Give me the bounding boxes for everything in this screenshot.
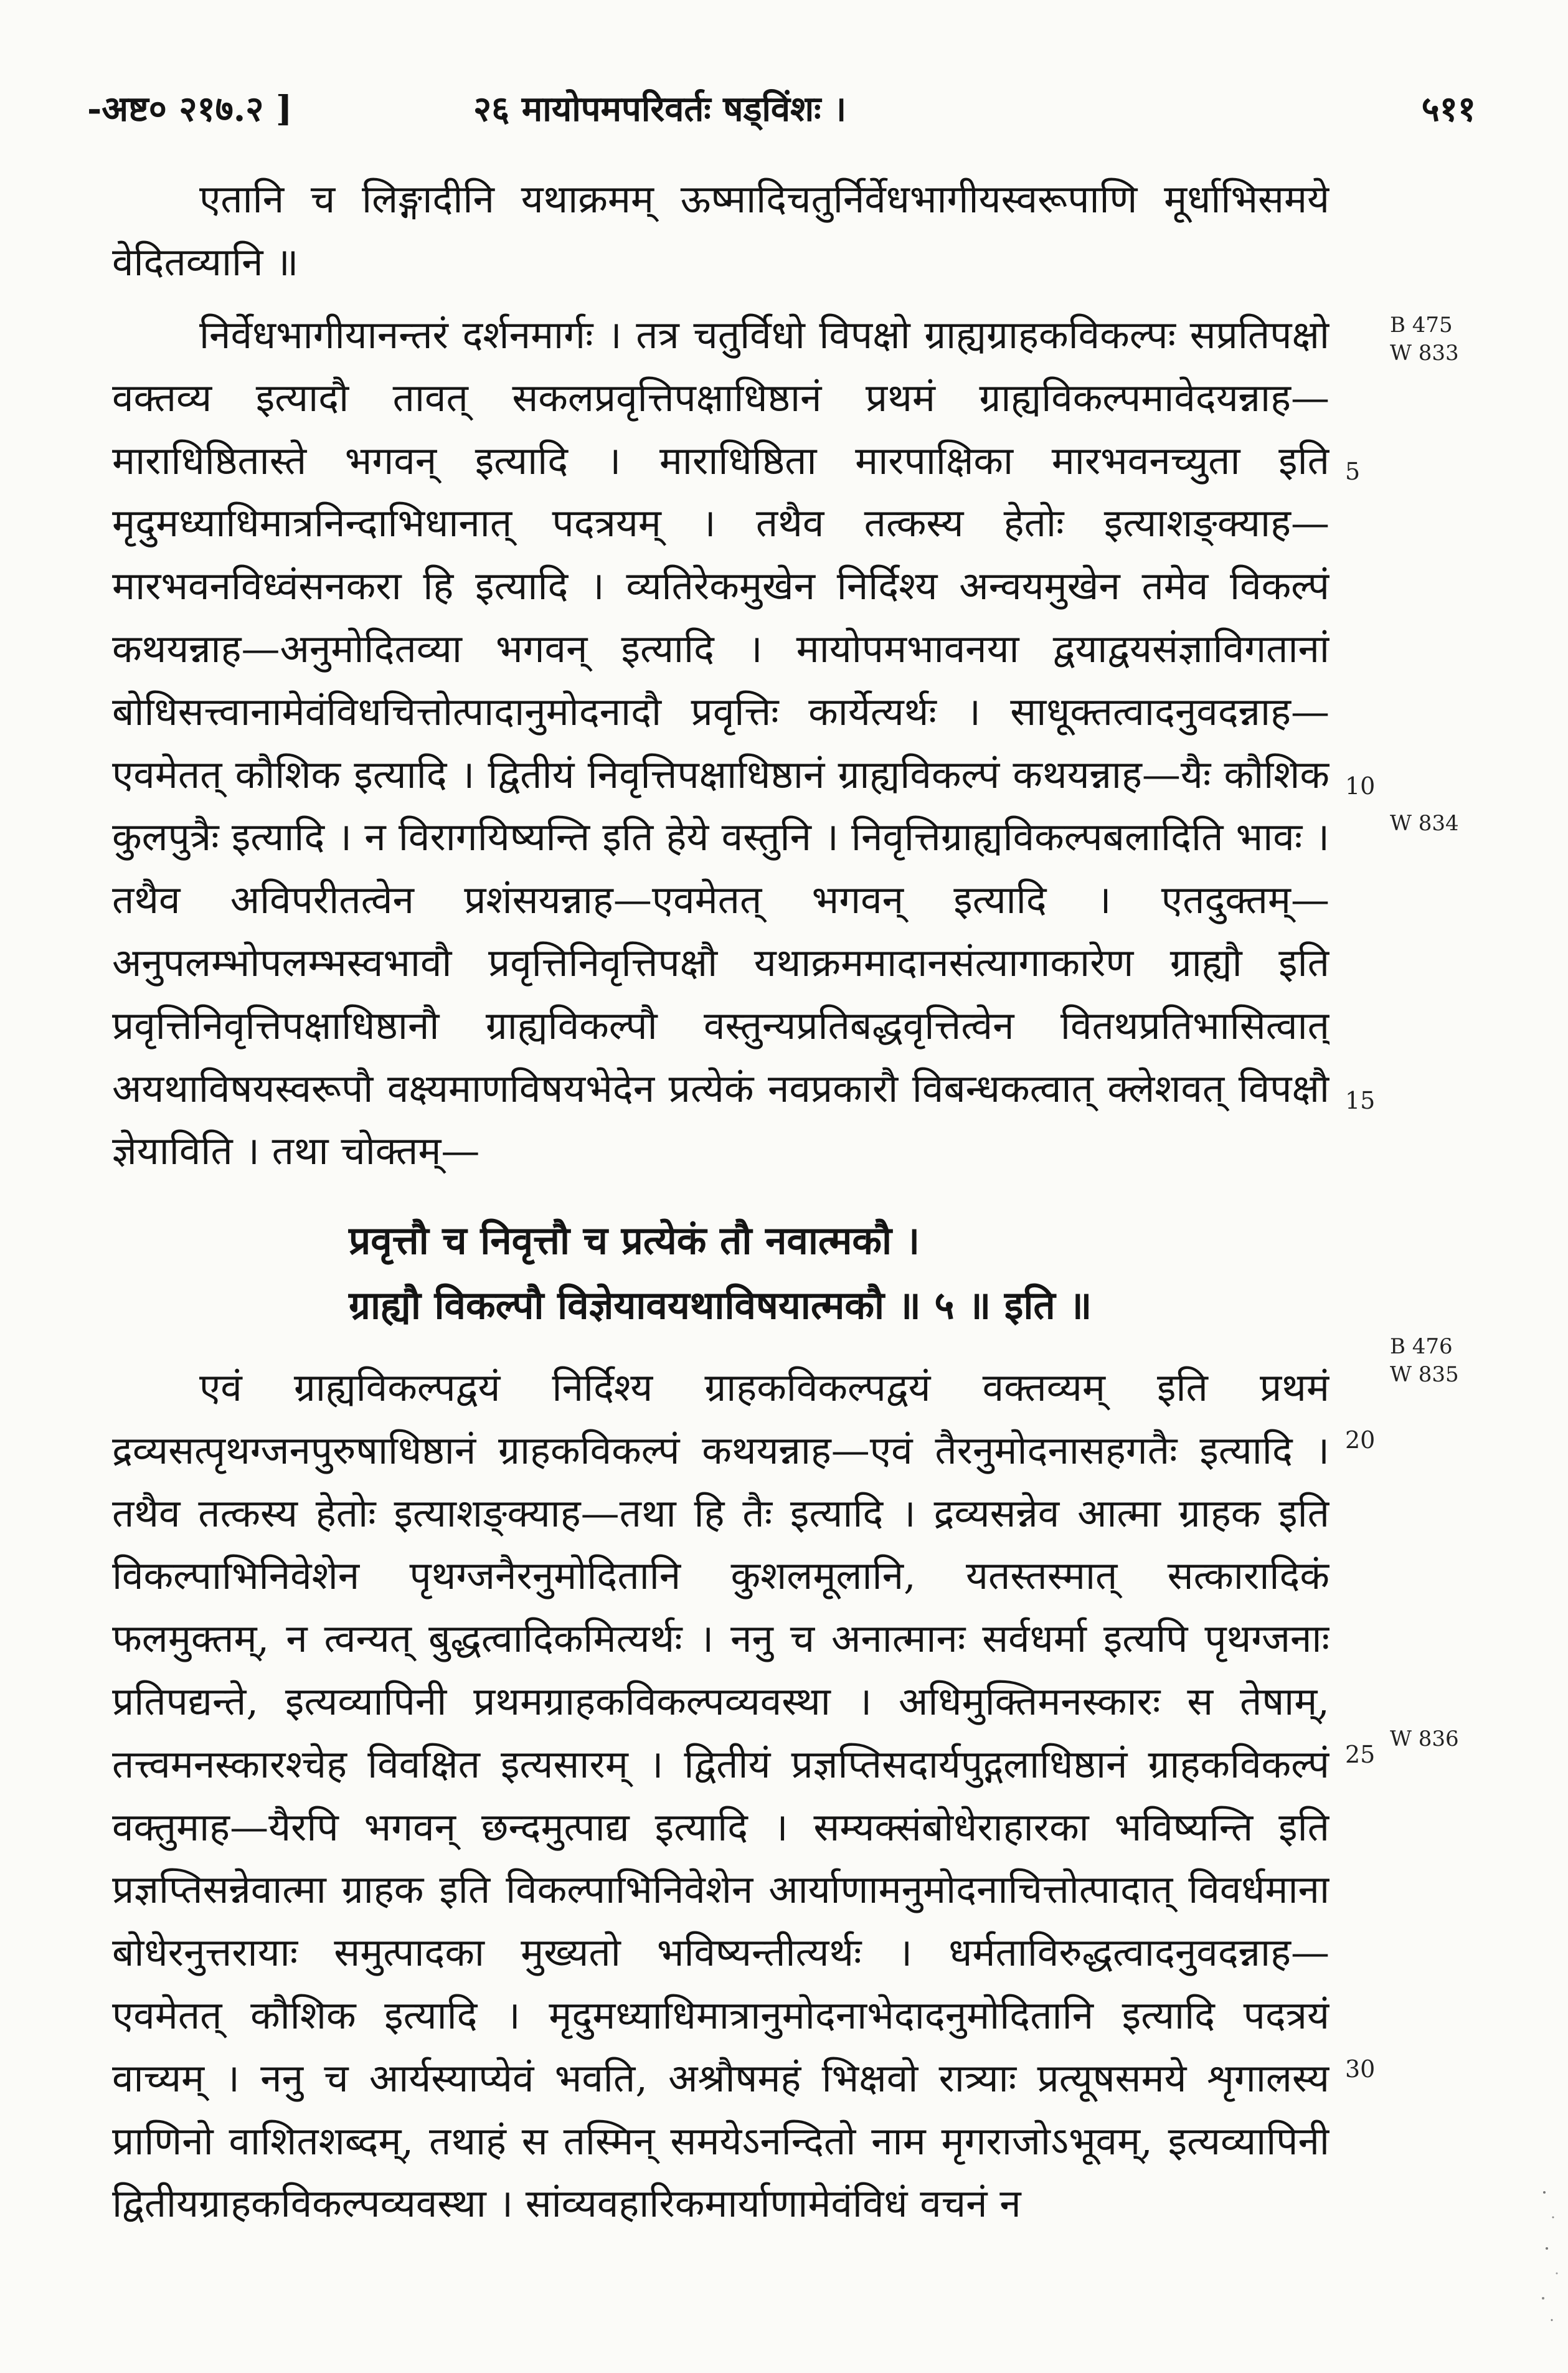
paragraph-text: निर्वेधभागीयानन्तरं दर्शनमार्गः । तत्र चतुर्विधो विपक्षो ग्राह्यग्राहकविकल्पः सप्रतिपक्षो वक्तव्य इत्यादौ तावत् सकलप्रवृत्तिपक्षाधिष्ठानं प्रथमं ग्राह्यविकल्पमावेदयन्नाह— माराधिष्ठितास्ते भगवन् इत्यादि । माराधिष्ठिता मारपाक्षिका मारभवनच्युता इति मृदुमध्याधिमात्रनिन्दाभिधानात् पदत्रयम् । तथैव तत्कस्य हेतोः इत्याशङ्क्याह—मारभवनविध्वंसनकरा हि इत्यादि । व्यतिरेकमुखेन निर्दिश्य अन्वयमुखेन तमेव विकल्पं कथयन्नाह—अनुमोदितव्या भगवन् इत्यादि । मायोपमभावनया द्वयाद्वयसंज्ञाविगतानां बोधिसत्त्वानामेवंविधचित्तोत्पादानुमोदनादौ प्रवृत्तिः कार्येत्यर्थः । साधूक्तत्वादनुवदन्नाह— एवमेतत् कौशिक इत्यादि । द्वितीयं निवृत्तिपक्षाधिष्ठानं ग्राह्यविकल्पं कथयन्नाह—यैः कौशिक कुलपुत्रैः इत्यादि । न विरागयिष्यन्ति इति हेये वस्तुनि । निवृत्तिग्राह्यविकल्पबलादिति भावः । तथैव अविपरीतत्वेन प्रशंसयन्नाह—एवमेतत् भगवन् इत्यादि । एतदुक्तम्—अनुपलम्भोपलम्भस्वभावौ प्रवृत्तिनिवृत्तिपक्षौ यथाक्रममादानसंत्यागाकारेण ग्राह्यौ इति प्रवृत्तिनिवृत्तिपक्षाधिष्ठानौ ग्राह्यविकल्पौ वस्तुन्यप्रतिबद्धवृत्तित्वेन वितथप्रतिभासित्वात् अयथाविषयस्वरूपौ वक्ष्यमाणविषयभेदेन प्रत्येकं नवप्रकारौ विबन्धकत्वात् क्लेशवत् विपक्षौ ज्ञेयाविति । तथा चोक्तम्— bbox=[112, 312, 1329, 1174]
running-header bbox=[87, 81, 1476, 137]
line-number: 5 bbox=[1345, 458, 1361, 485]
verse-quotation bbox=[349, 1208, 1283, 1338]
paragraph-grahaka-vikalpa bbox=[112, 1357, 1329, 2316]
line-number: 25 bbox=[1345, 1741, 1376, 1768]
paragraph-text: एतानि च लिङ्गादीनि यथाक्रमम् ऊष्मादिचतुर्निर्वेधभागीयस्वरूपाणि मूर्धाभिसमये वेदितव्यानि ॥ bbox=[112, 176, 1329, 285]
margin-ref-w835: W 835 bbox=[1390, 1362, 1459, 1387]
verse-line-1: प्रवृत्तौ च निवृत्तौ च प्रत्येकं तौ नवात्मकौ । bbox=[349, 1218, 920, 1263]
margin-ref-b475: B 475 bbox=[1390, 313, 1453, 338]
margin-ref-w833: W 833 bbox=[1390, 341, 1459, 366]
header-section-reference: -अष्ट० २१७.२ ] bbox=[87, 88, 293, 130]
line-number: 30 bbox=[1345, 2055, 1376, 2083]
header-chapter-title: २६ मायोपमपरिवर्तः षड्विंशः । bbox=[473, 88, 847, 130]
verse-line-2: ग्राह्यौ विकल्पौ विज्ञेयावयथाविषयात्मकौ ॥ ५ ॥ इति ॥ bbox=[349, 1282, 1092, 1328]
margin-ref-b476: B 476 bbox=[1390, 1334, 1453, 1359]
paper-speckle-decoration bbox=[1538, 2180, 1563, 2329]
paragraph-text: एवं ग्राह्यविकल्पद्वयं निर्दिश्य ग्राहकविकल्पद्वयं वक्तव्यम् इति प्रथमं द्रव्यसत्पृथग्जनपुरुषाधिष्ठानं ग्राहकविकल्पं कथयन्नाह—एवं तैरनुमोदनासहगतैः इत्यादि । तथैव तत्कस्य हेतोः इत्याशङ्क्याह—तथा हि तैः इत्यादि । द्रव्यसन्नेव आत्मा ग्राहक इति विकल्पाभिनिवेशेन पृथग्जनैरनुमोदितानि कुशलमूलानि, यतस्तस्मात् सत्कारादिकं फलमुक्तम्, न त्वन्यत् बुद्धत्वादिकमित्यर्थः । ननु च अनात्मानः सर्वधर्मा इत्यपि पृथग्जनाः प्रतिपद्यन्ते, इत्यव्यापिनी प्रथमग्राहकविकल्पव्यवस्था । अधिमुक्तिमनस्कारः स तेषाम्, तत्त्वमनस्कारश्चेह विवक्षित इत्यसारम् । द्वितीयं प्रज्ञप्तिसदार्यपुद्गलाधिष्ठानं ग्राहकविकल्पं वक्तुमाह—यैरपि भगवन् छन्दमुत्पाद्य इत्यादि । सम्यक्संबोधेराहारका भविष्यन्ति इति प्रज्ञप्तिसन्नेवात्मा ग्राहक इति विकल्पाभिनिवेशेन आर्याणामनुमोदनाचित्तोत्पादात् विवर्धमाना बोधेरनुत्तरायाः समुत्पादका मुख्यतो भविष्यन्तीत्यर्थः । धर्मताविरुद्धत्वादनुवदन्नाह— एवमेतत् कौशिक इत्यादि । मृदुमध्याधिमात्रानुमोदनाभेदादनुमोदितानि इत्यादि पदत्रयं वाच्यम् । ननु च आर्यस्याप्येवं भवति, अश्रौषमहं भिक्षवो रात्र्याः प्रत्यूषसमये शृगालस्य प्राणिनो वाशितशब्दम्, तथाहं स तस्मिन् समयेऽनन्दितो नाम मृगराजोऽभूवम्, इत्यव्यापिनी द्वितीयग्राहकविकल्पव्यवस्था । सांव्यवहारिकमार्याणामेवंविधं वचनं न bbox=[112, 1365, 1329, 2227]
line-number: 15 bbox=[1345, 1087, 1376, 1114]
line-number: 20 bbox=[1345, 1426, 1376, 1454]
page-number: ५११ bbox=[1421, 88, 1476, 130]
paragraph-darshana-marga bbox=[112, 304, 1329, 1188]
margin-ref-w836: W 836 bbox=[1390, 1726, 1459, 1751]
line-number: 10 bbox=[1345, 772, 1376, 800]
margin-ref-w834: W 834 bbox=[1390, 811, 1459, 836]
paragraph-intro bbox=[112, 168, 1329, 299]
